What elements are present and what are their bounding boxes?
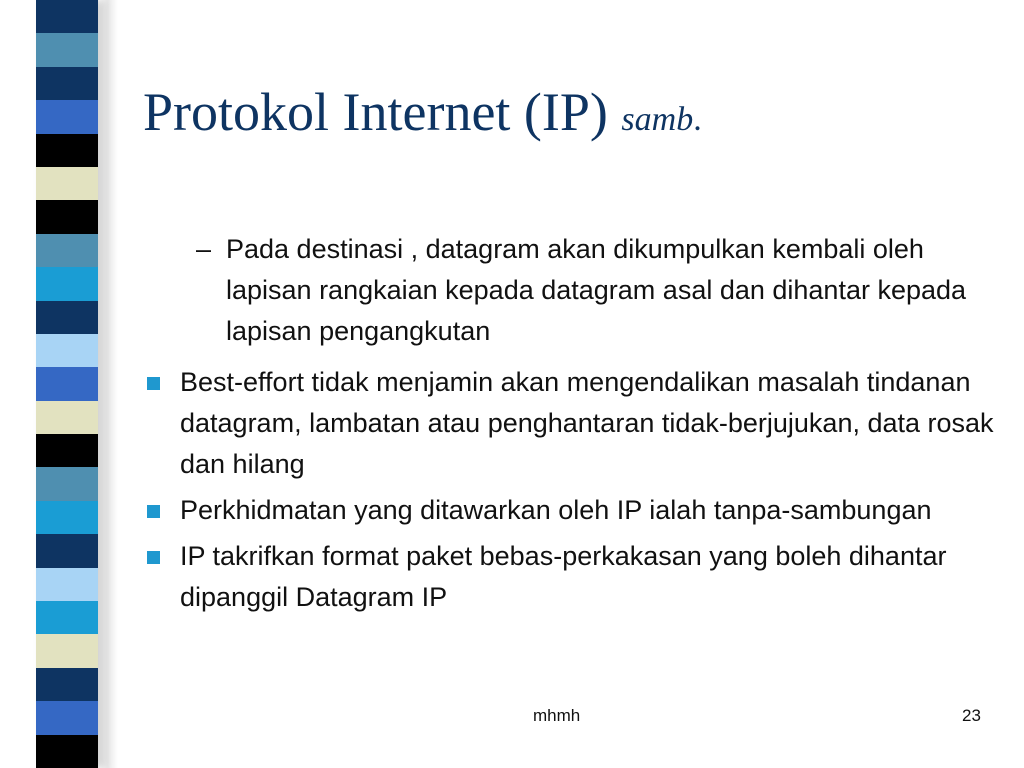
slide-title [143, 80, 702, 145]
stripe-segment [36, 735, 98, 768]
bullet-text: IP takrifkan format paket bebas-perkakasan yang boleh dihantar dipanggil Datagram IP [180, 541, 947, 612]
sub-bullet [196, 229, 986, 352]
stripe-segment [36, 534, 98, 568]
bullet-text: Best-effort tidak menjamin akan mengendalikan masalah tindanan datagram, lambatan atau penghantaran tidak-berjujukan, data rosak dan hilang [180, 367, 994, 479]
page-number: 23 [962, 706, 981, 725]
square-bullet-icon [147, 551, 160, 564]
title-suffix: samb [621, 101, 694, 138]
stripe-column [36, 0, 98, 768]
stripe-segment [36, 668, 98, 702]
stripe-segment [36, 568, 98, 602]
sub-bullet-text: Pada destinasi , datagram akan dikumpulkan kembali oleh lapisan rangkaian kepada datagram asal dan dihantar kepada lapisan pengangkutan [226, 234, 967, 346]
decorative-stripe-bar [0, 0, 118, 768]
stripe-segment [36, 67, 98, 101]
stripe-segment [36, 167, 98, 201]
title-dot: . [693, 101, 702, 138]
stripe-segment [36, 301, 98, 335]
bullet-item [143, 362, 1003, 485]
stripe-segment [36, 100, 98, 134]
bullet-item [143, 490, 1003, 531]
stripe-segment [36, 701, 98, 735]
stripe-segment [36, 401, 98, 435]
stripe-segment [36, 267, 98, 301]
square-bullet-icon [147, 505, 160, 518]
stripe-segment [36, 234, 98, 268]
stripe-segment [36, 601, 98, 635]
stripe-segment [36, 200, 98, 234]
dash-marker: – [196, 234, 212, 264]
stripe-segment [36, 134, 98, 168]
stripe-segment [36, 434, 98, 468]
footer-author: mhmh [533, 706, 581, 725]
stripe-segment [36, 367, 98, 401]
title-main: Protokol Internet (IP) [143, 82, 608, 142]
stripe-segment [36, 501, 98, 535]
stripe-segment [36, 634, 98, 668]
square-bullet-icon [147, 377, 160, 390]
stripe-segment [36, 0, 98, 34]
bullet-item [143, 536, 1003, 618]
bullet-list [143, 362, 1003, 623]
stripe-segment [36, 33, 98, 67]
stripe-segment [36, 334, 98, 368]
bullet-text: Perkhidmatan yang ditawarkan oleh IP ialah tanpa-sambungan [180, 495, 932, 525]
stripe-segment [36, 467, 98, 501]
